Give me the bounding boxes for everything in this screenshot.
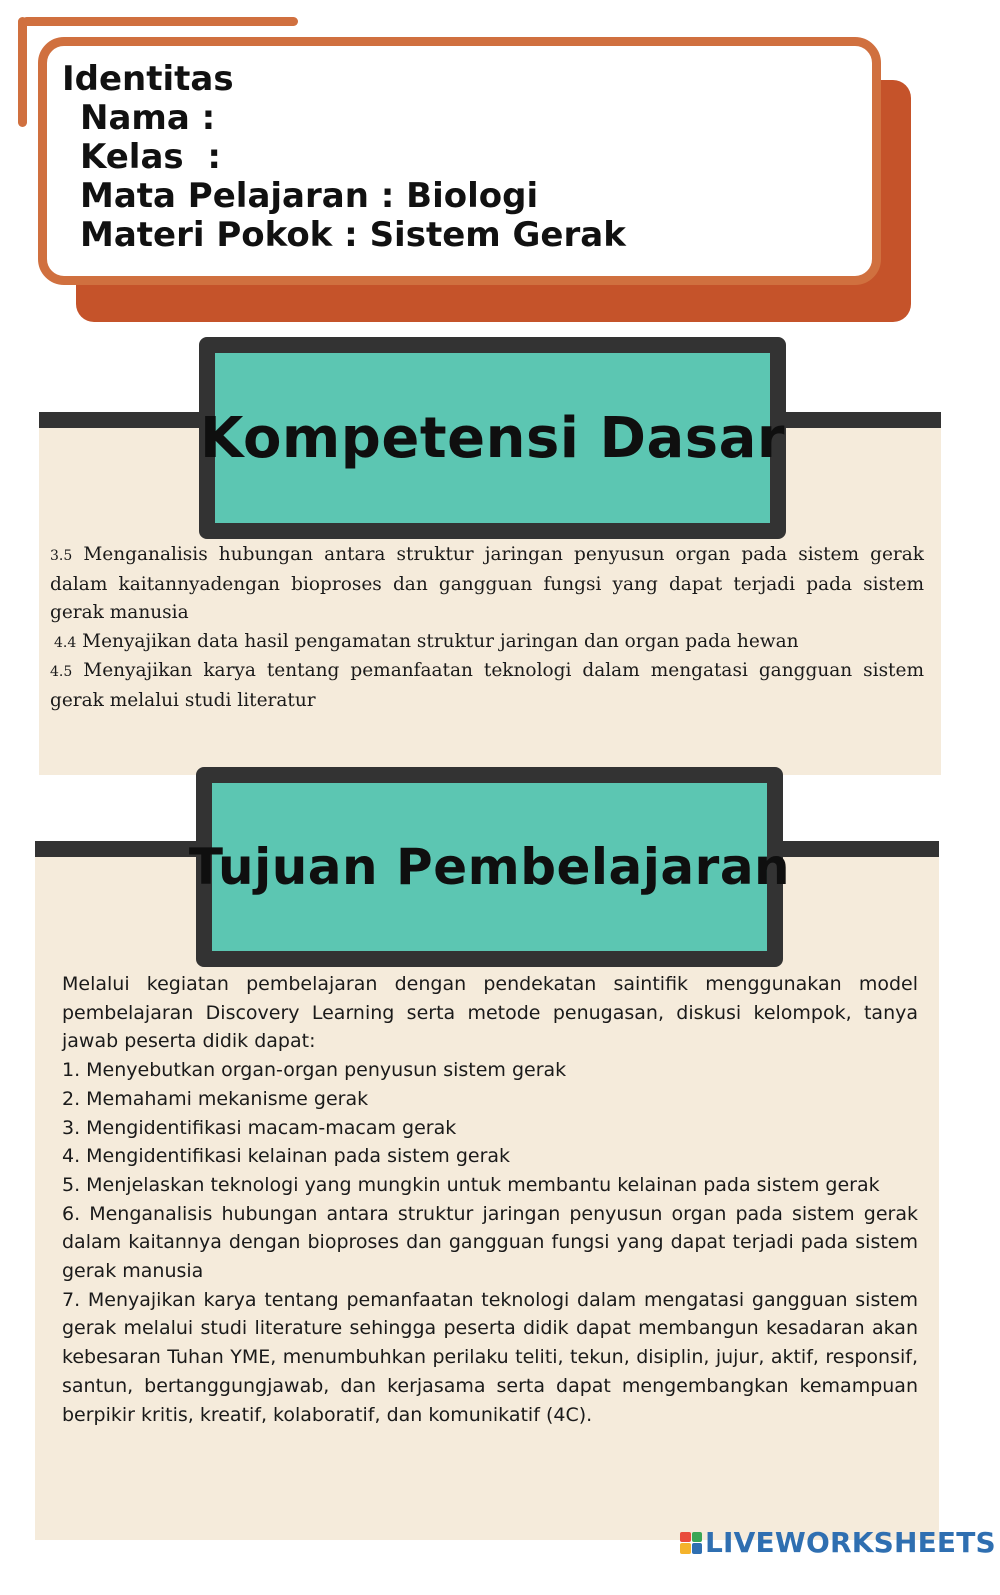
liveworksheets-logo-icon	[680, 1532, 702, 1554]
liveworksheets-text: LIVEWORKSHEETS	[705, 1526, 996, 1559]
kompetensi-header-box	[199, 337, 786, 539]
kompetensi-item	[50, 657, 924, 715]
kompetensi-item	[50, 628, 924, 658]
kompetensi-item-text: Menyajikan karya tentang pemanfaatan teknologi dalam mengatasi gangguan sistem gerak melalui studi literatur	[50, 660, 924, 711]
tujuan-title: Tujuan Pembelajaran	[188, 838, 791, 896]
tujuan-item: 5. Menjelaskan teknologi yang mungkin untuk membantu kelainan pada sistem gerak	[62, 1173, 880, 1196]
tujuan-item: 6. Menganalisis hubungan antara struktur jaringan penyusun organ pada sistem gerak dalam kaitannya dengan bioproses dan gangguan fungsi yang dapat terjadi pada sistem gerak manusia	[62, 1202, 918, 1283]
tujuan-item: 7. Menyajikan karya tentang pemanfaatan teknologi dalam mengatasi gangguan sistem gerak melalui studi literature sehingga peserta didik dapat membangun kesadaran akan kebesaran Tuhan YME, menumbuhkan perilaku teliti, tekun, disiplin, jujur, aktif, responsif, santun, bertanggungjawab, dan kerjasama serta dapat mengembangkan kemampuan berpikir kritis, kreatif, kolaboratif, dan komunikatif (4C).	[62, 1288, 918, 1426]
identity-subject: Mata Pelajaran : Biologi	[80, 176, 539, 216]
kompetensi-item-number: 4.4	[54, 634, 77, 651]
tujuan-item: 4. Mengidentifikasi kelainan pada sistem gerak	[62, 1145, 511, 1168]
liveworksheets-watermark	[680, 1526, 996, 1559]
kompetensi-item-text: Menyajikan data hasil pengamatan struktur jaringan dan organ pada hewan	[76, 630, 799, 652]
kompetensi-list	[50, 541, 924, 716]
tujuan-header-box	[188, 767, 791, 967]
kompetensi-item	[50, 541, 924, 628]
kompetensi-item-text: Menganalisis hubungan antara struktur jaringan penyusun organ pada sistem gerak dalam kaitannyadengan bioproses dan gangguan fungsi yang dapat terjadi pada sistem gerak manusia	[50, 544, 924, 624]
kompetensi-title: Kompetensi Dasar	[200, 405, 785, 471]
identity-text	[62, 60, 626, 255]
tujuan-intro: Melalui kegiatan pembelajaran dengan pendekatan saintifik menggunakan model pembelajaran Discovery Learning serta metode penugasan, diskusi kelompok, tanya jawab peserta didik dapat:	[62, 973, 918, 1053]
identity-name-field: Nama :	[80, 98, 216, 138]
tujuan-list	[62, 970, 918, 1429]
kompetensi-item-number: 4.5	[50, 664, 73, 681]
kompetensi-item-number: 3.5	[50, 548, 73, 564]
identity-heading: Identitas	[62, 59, 234, 99]
decorative-line-top	[22, 17, 298, 26]
tujuan-item: 3. Mengidentifikasi macam-macam gerak	[62, 1116, 457, 1139]
tujuan-item: 2. Memahami mekanisme gerak	[62, 1087, 369, 1110]
identity-topic: Materi Pokok : Sistem Gerak	[80, 215, 626, 255]
tujuan-item: 1. Menyebutkan organ-organ penyusun sistem gerak	[62, 1059, 567, 1082]
decorative-line-left	[18, 17, 27, 127]
identity-class-field: Kelas :	[80, 137, 221, 177]
